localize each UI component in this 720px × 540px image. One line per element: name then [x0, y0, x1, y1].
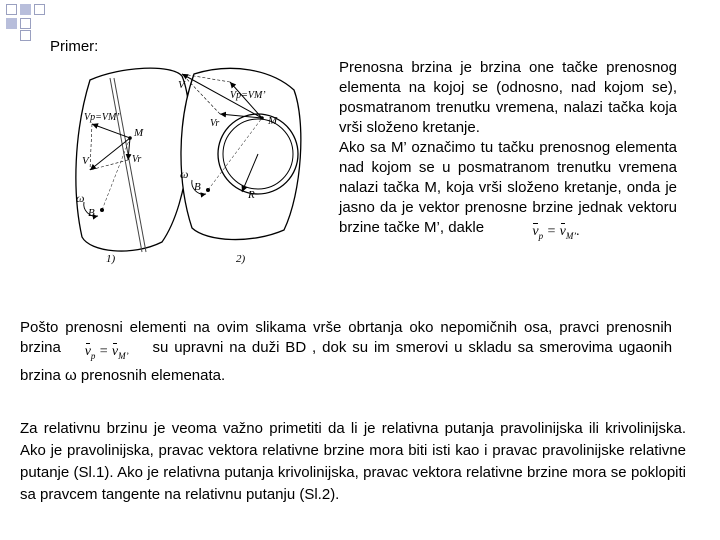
fig1-label-vr: Vr: [132, 154, 142, 165]
definition-paragraph-2: Ako sa M’ označimo tu tačku prenosnog elementa nad kojom se u posmatranom trenutku vremena nalazi tačka M, koja vrši složeno kretanje, onda je jasno da je vektor prenosne brzine jednak vektoru brzine tačke M’, dakle $v_p = v_{M’}$.: [339, 138, 677, 246]
relative-velocity-paragraph: Za relativnu brzinu je veoma važno primetiti da li je relativna putanja pravolinijska ili krivolinijska. Ako je pravolinijska, pravac vektora relativne brzine mora biti isti kao i pravac pravolinijske relativne putanje (Sl.1). Ako je relativna putanja krivolinijska, pravac vektora relativne brzine mora se poklopiti sa pravcem tangente na relativnu putanju (Sl.2).: [20, 420, 686, 503]
fig1-label-m: M: [134, 127, 144, 139]
definition-paragraph-1: Prenosna brzina je brzina one tačke prenosnog elementa na kojoj se (odnosno, nad kojom se), posmatranom trenutku vremena, nalazi tačka koja vrši složeno kretanje.: [339, 59, 677, 136]
velocity-equation: $v_p = v_{M’}$.: [532, 224, 580, 241]
velocity-equation-inline: $v_p = v_{M’}$: [84, 344, 129, 361]
fig2-label-r: R: [248, 189, 255, 201]
fig1-label-vp: Vp=VM’: [84, 112, 120, 123]
fig2-number: 2): [236, 253, 246, 265]
fig2-label-omega: ω: [180, 167, 189, 181]
fig2-label-m: M: [268, 115, 278, 127]
fig1-label-b: B: [88, 207, 95, 219]
decorative-squares: [0, 0, 60, 40]
definition-text: [339, 58, 677, 246]
explanation-paragraph: Pošto prenosni elementi na ovim slikama vrše obrtanja oko nepomičnih osa, pravci prenosnih brzina $v_p = v_{M’}$ su upravni na duži BD , dok su im smerovi u skladu sa smerovima ugaonih brzina ω prenosnih elemenata.: [20, 319, 673, 384]
fig2-label-v: V: [178, 79, 185, 91]
slide-title: Primer:: [50, 38, 99, 55]
fig1-label-v: V: [82, 155, 89, 167]
fig2-label-b: B: [194, 181, 201, 193]
fig1-label-omega: ω: [76, 191, 85, 205]
fig1-number: 1): [106, 253, 116, 265]
fig2-label-vr: Vr: [210, 118, 220, 129]
fig2-label-vp: Vp=VM’: [230, 90, 266, 101]
